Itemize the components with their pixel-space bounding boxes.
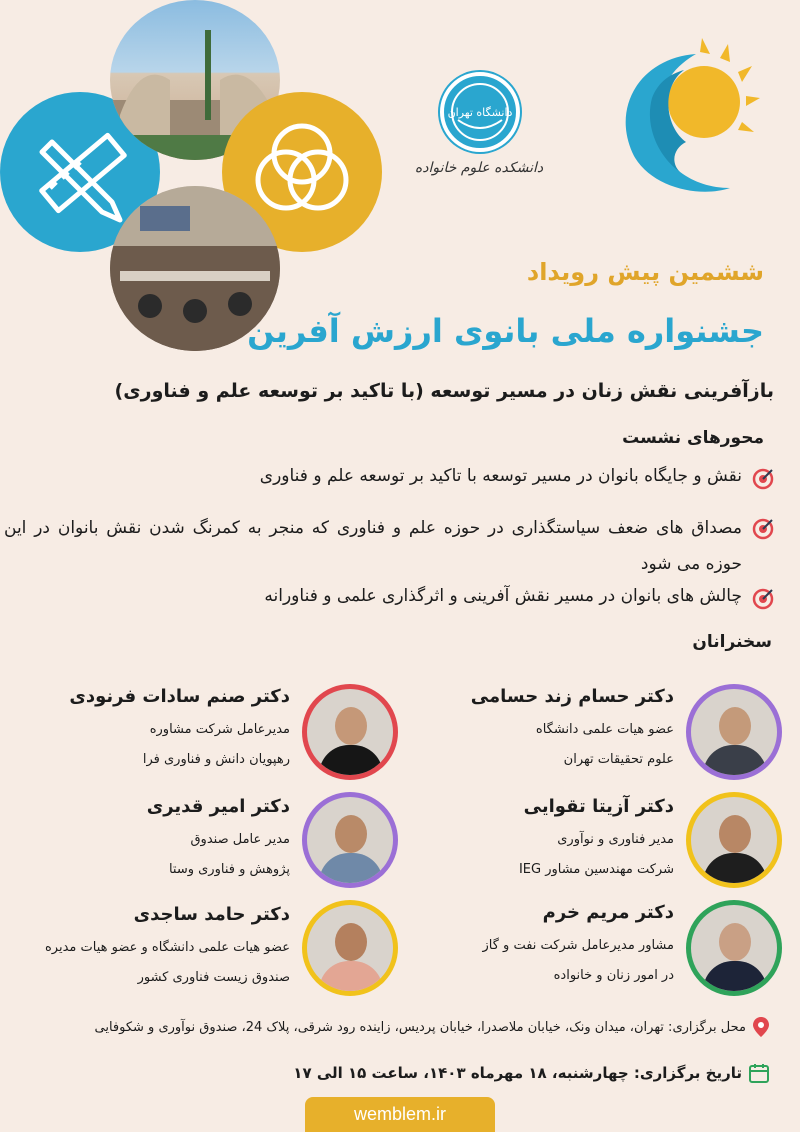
speaker-role: عضو هیات علمی دانشگاه و عضو هیات مدیره xyxy=(44,940,290,955)
speaker-name: دکتر مریم خرم xyxy=(542,902,674,923)
speaker-avatar xyxy=(686,900,782,996)
speaker-org: صندوق زیست فناوری کشور xyxy=(137,970,290,985)
event-series-title: ششمین پیش رویداد xyxy=(526,258,764,286)
axis-item-text: مصداق های ضعف سیاستگذاری در حوزه علم و فناوری که منجر به کمرنگ شدن نقش بانوان در این حوزه می شود xyxy=(4,518,742,574)
speaker-avatar xyxy=(302,900,398,996)
speaker-role: مشاور مدیرعامل شرکت نفت و گاز xyxy=(482,938,674,953)
speaker-name: دکتر آزیتا تقوایی xyxy=(523,796,674,817)
venue-row xyxy=(10,1016,770,1038)
speaker-org: پژوهش و فناوری وستا xyxy=(168,862,290,877)
speaker-role: عضو هیات علمی دانشگاه xyxy=(535,722,674,737)
speakers-heading: سخنرانان xyxy=(692,632,772,652)
axis-item xyxy=(24,466,774,490)
speaker-avatar xyxy=(302,792,398,888)
logo-inner-text: دانشگاه تهران xyxy=(447,106,513,119)
date-row xyxy=(10,1062,770,1084)
speaker-name: دکتر صنم سادات فرنودی xyxy=(69,686,290,707)
date-text: تاریخ برگزاری: چهارشنبه، ۱۸ مهرماه ۱۴۰۳، ساعت ۱۵ الی ۱۷ xyxy=(293,1064,742,1082)
logo-caption: دانشکده علوم خانواده xyxy=(414,160,544,176)
target-icon xyxy=(752,468,774,490)
speaker-role: مدیر فناوری و نوآوری xyxy=(557,832,674,847)
speaker-org: در امور زنان و خانواده xyxy=(553,968,674,983)
speaker-org: علوم تحقیقات تهران xyxy=(563,752,674,767)
speaker-name: دکتر حامد ساجدی xyxy=(133,904,290,925)
university-logo xyxy=(440,72,520,152)
speaker-name: دکتر امیر قدیری xyxy=(146,796,290,817)
calendar-icon xyxy=(748,1062,770,1084)
speaker-role: مدیرعامل شرکت مشاوره xyxy=(149,722,290,737)
speaker-org: شرکت مهندسین مشاور IEG xyxy=(518,862,674,877)
axes-heading: محورهای نشست xyxy=(622,428,764,448)
website-badge[interactable]: wemblem.ir xyxy=(305,1097,495,1132)
speaker-avatar xyxy=(686,684,782,780)
axis-item-text: چالش های بانوان در مسیر نقش آفرینی و اثرگذاری علمی و فناورانه xyxy=(264,586,742,606)
target-icon xyxy=(752,588,774,610)
speaker-avatar xyxy=(686,792,782,888)
axis-item xyxy=(24,586,774,610)
map-pin-icon xyxy=(752,1016,770,1038)
target-icon xyxy=(752,518,774,540)
event-subtitle: بازآفرینی نقش زنان در مسیر توسعه (با تاکید بر توسعه علم و فناوری) xyxy=(114,380,774,402)
speaker-org: رهپویان دانش و فناوری فرا xyxy=(142,752,290,767)
venue-text: محل برگزاری: تهران، میدان ونک، خیابان ملاصدرا، خیابان پردیس، زاینده رود شرقی، پلاک 24، صندوق نوآوری و شکوفایی xyxy=(94,1019,746,1035)
speaker-avatar xyxy=(302,684,398,780)
festival-title: جشنواره ملی بانوی ارزش آفرین xyxy=(247,312,764,350)
speaker-name: دکتر حسام زند حسامی xyxy=(470,686,674,707)
speaker-role: مدیر عامل صندوق xyxy=(190,832,290,847)
festival-emblem xyxy=(600,38,760,208)
axis-item xyxy=(4,510,774,582)
axis-item-text: نقش و جایگاه بانوان در مسیر توسعه با تاکید بر توسعه علم و فناوری xyxy=(259,466,742,486)
